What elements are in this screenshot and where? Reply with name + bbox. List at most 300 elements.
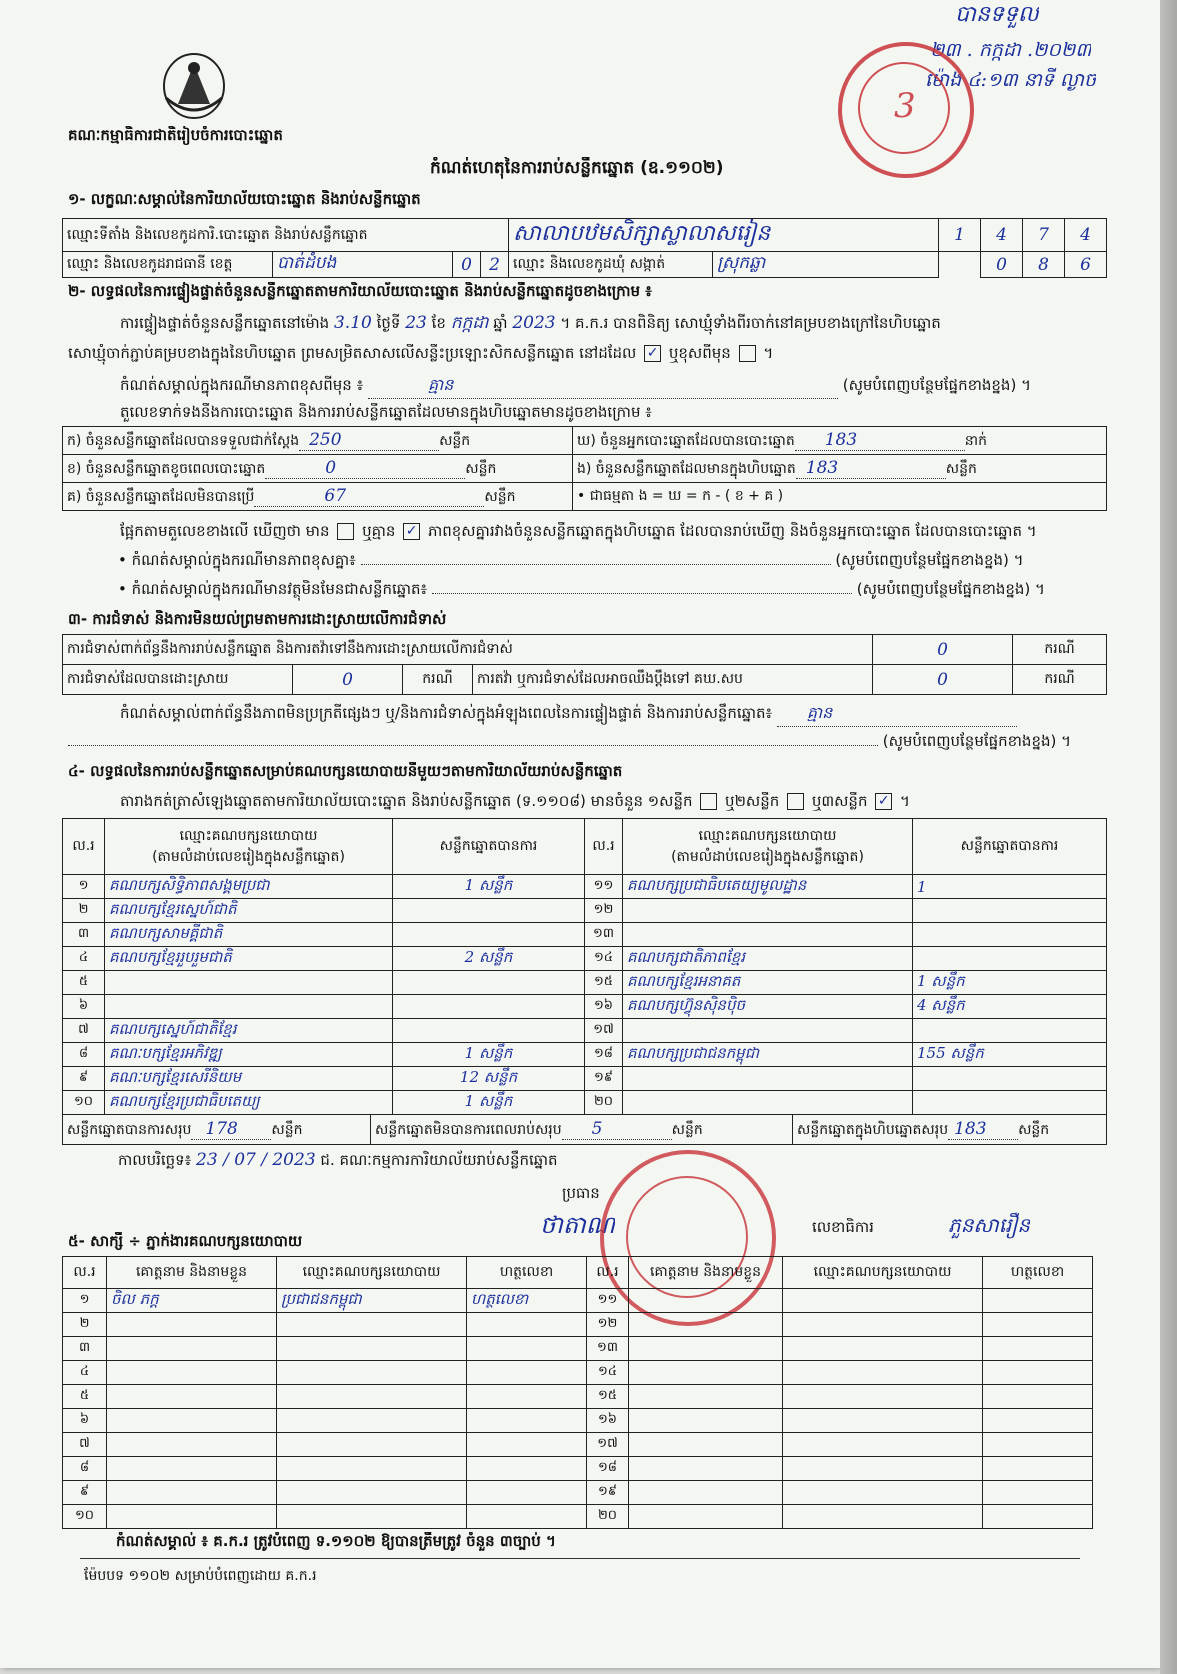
witness-sign-left: ហត្ថលេខា — [467, 1289, 587, 1313]
party-no-left: ១ — [63, 875, 105, 899]
station-name: សាលាបឋមសិក្សាស្លាលាសរៀន — [509, 219, 939, 252]
party-name-left: គណបក្សស្នេហ៍ជាតិខ្មែរ — [105, 1019, 393, 1043]
province-code-2: 2 — [481, 252, 509, 278]
received-time: ម៉ោង ៤:១៣ នាទី ល្ងាច — [925, 69, 1097, 91]
table-row — [63, 1457, 1093, 1481]
objection-row2-value-b: 0 — [873, 665, 1013, 695]
witness-no-right: ១៧ — [587, 1433, 629, 1457]
party-votes-right: 155 សន្លឹក — [913, 1043, 1107, 1067]
party-votes-right: 1 សន្លឹក — [913, 971, 1107, 995]
col-no-right: ល.រ — [585, 819, 623, 875]
province-label: ឈ្មោះ និងលេខកូដរាជធានី ខេត្ត — [63, 252, 273, 278]
opt2-label: ឬ២សន្លឹក — [725, 792, 780, 810]
bullet2-hint: (សូមបំពេញបន្ថែមផ្នែកខាងខ្នង) ។ — [856, 580, 1045, 598]
code-spacer — [939, 252, 981, 278]
col-votes-right: សន្លឹកឆ្នោតបានការ — [913, 819, 1107, 875]
witness-name-right — [629, 1313, 783, 1337]
w-col-party-right: ឈ្មោះគណបក្សនយោបាយ — [783, 1257, 983, 1289]
party-name-right — [623, 923, 913, 947]
row-a-right — [573, 427, 1107, 455]
has-difference-checkbox[interactable] — [337, 523, 354, 540]
station-info-table — [62, 218, 1107, 278]
table-row — [63, 1289, 1093, 1313]
witness-sign-left — [467, 1361, 587, 1385]
party-name-left: គណៈបក្សខ្មែរសេរីនិយម — [105, 1067, 393, 1091]
unit-e: សន្លឹក — [945, 460, 977, 477]
witness-name-left — [107, 1385, 277, 1409]
witness-party-right — [783, 1313, 983, 1337]
date-value: 23 / 07 / 2023 — [196, 1150, 316, 1170]
w-col-no-left: ល.រ — [63, 1257, 107, 1289]
witness-no-left: ១ — [63, 1289, 107, 1313]
party-no-left: ៣ — [63, 923, 105, 947]
party-votes-right — [913, 899, 1107, 923]
date-label: កាលបរិច្ឆេទ៖ — [118, 1151, 192, 1169]
party-name-right — [623, 899, 913, 923]
total-invalid-label: សន្លឹកឆ្នោតមិនបានការពេលរាប់សរុប — [375, 1121, 562, 1138]
objection-table — [62, 634, 1107, 695]
opt-end: ។ — [900, 792, 910, 810]
commune-code-1: 0 — [981, 252, 1023, 278]
witness-party-right — [783, 1433, 983, 1457]
total-invalid-value: 5 — [591, 1118, 603, 1139]
different-checkbox[interactable] — [739, 345, 756, 362]
witness-sign-right — [983, 1433, 1093, 1457]
party-no-right: ១៧ — [585, 1019, 623, 1043]
witness-party-left: ប្រជាជនកម្ពុជា — [277, 1289, 467, 1313]
table-row — [63, 1043, 1107, 1067]
party-name-left: គណបក្សសាមគ្គីជាតិ — [105, 923, 393, 947]
secretary-signature: ភួនសារឿន — [948, 1213, 1031, 1237]
section2-title: ២- លទ្ធផលនៃការផ្ទៀងផ្ទាត់ចំនួនសន្លឹកឆ្នោតតាមការិយាល័យបោះឆ្នោត និងរាប់សន្លឹកឆ្នោតដូចខាងក្រោម ៖ — [68, 282, 652, 300]
party-votes-right — [913, 1019, 1107, 1043]
witness-no-left: ៨ — [63, 1457, 107, 1481]
date-sign-label: ជ. គណៈកម្មការការិយាល័យរាប់សន្លឹកឆ្នោត — [320, 1151, 558, 1169]
witness-sign-left — [467, 1505, 587, 1529]
footnote: កំណត់សម្គាល់ ៖ គ.ក.រ ត្រូវបំពេញ ទ.១១០២ ឱ្យបានត្រឹមត្រូវ ចំនួន ៣ច្បាប់ ។ — [116, 1532, 556, 1550]
table-row — [63, 995, 1107, 1019]
objection-row2-unit: ករណី — [403, 665, 473, 695]
w-col-party-left: ឈ្មោះគណបក្សនយោបាយ — [277, 1257, 467, 1289]
witness-party-right — [783, 1337, 983, 1361]
party-name-right: គណបក្សជាតិភាពខ្មែរ — [623, 947, 913, 971]
witness-no-left: ១០ — [63, 1505, 107, 1529]
value-e: 183 — [805, 457, 839, 478]
row-b-left — [63, 455, 573, 483]
table-row — [63, 1481, 1093, 1505]
col-party-right-title: ឈ្មោះគណបក្សនយោបាយ — [698, 827, 837, 844]
witness-party-right — [783, 1289, 983, 1313]
background-edge — [1160, 0, 1177, 1674]
province-code-1: 0 — [453, 252, 481, 278]
footer-rule — [80, 1558, 1080, 1559]
party-no-left: ៧ — [63, 1019, 105, 1043]
witness-name-right — [629, 1385, 783, 1409]
col-party-left-sub: (តាមលំដាប់លេខរៀងក្នុងសន្លឹកឆ្នោត) — [152, 848, 345, 865]
section3-note-line2 — [68, 732, 1108, 754]
witness-party-left — [277, 1433, 467, 1457]
section3-title: ៣- ការជំទាស់ និងការមិនយល់ព្រមតាមការដោះស្រាយលើការជំទាស់ — [68, 610, 447, 628]
table-row — [63, 1337, 1093, 1361]
table-row — [63, 1091, 1107, 1115]
two-sheets-checkbox[interactable] — [787, 793, 804, 810]
witness-name-left — [107, 1313, 277, 1337]
witness-name-right — [629, 1457, 783, 1481]
witness-no-left: ៥ — [63, 1385, 107, 1409]
totals-table — [62, 1114, 1107, 1145]
witness-no-left: ៧ — [63, 1433, 107, 1457]
ballot-count-table — [62, 426, 1107, 511]
witness-name-left — [107, 1505, 277, 1529]
witness-party-right — [783, 1457, 983, 1481]
bullet1-hint-text: (សូមបំពេញបន្ថែមផ្នែកខាងខ្នង) ។ — [835, 551, 1024, 569]
party-name-right — [623, 1019, 913, 1043]
total-invalid-cell — [371, 1115, 793, 1145]
station-code-3: 7 — [1023, 219, 1065, 252]
witness-name-right — [629, 1433, 783, 1457]
table-row — [63, 1409, 1093, 1433]
table-row — [63, 1019, 1107, 1043]
bullet2-line — [118, 580, 1108, 602]
witness-rows — [63, 1289, 1093, 1529]
bullet1-field[interactable] — [361, 564, 831, 565]
label-d: ឃ) ចំនួនអ្នកបោះឆ្នោតដែលបានបោះឆ្នោត — [577, 432, 795, 449]
label-e: ង) ចំនួនសន្លឹកឆ្នោតដែលមានក្នុងហិបឆ្នោត — [577, 460, 796, 477]
no-difference-checkbox[interactable]: ✓ — [403, 523, 420, 540]
witness-no-right: ១២ — [587, 1313, 629, 1337]
party-no-left: ៤ — [63, 947, 105, 971]
objection-row2-label-b: ការតវ៉ា ឬការជំទាស់ដែលអាចឈឹងប្តឹងទៅ គឃ.សប — [473, 665, 873, 695]
party-votes-left — [393, 923, 585, 947]
para1-b: ថ្ងៃទី — [376, 314, 401, 332]
witness-no-right: ១៦ — [587, 1409, 629, 1433]
party-no-left: ៥ — [63, 971, 105, 995]
party-votes-left — [393, 899, 585, 923]
label-c: គ) ចំនួនសន្លឹកឆ្នោតដែលមិនបានប្រើ — [67, 488, 255, 505]
section3-note-hint: (សូមបំពេញបន្ថែមផ្នែកខាងខ្នង) ។ — [882, 732, 1072, 750]
section3-note-field[interactable] — [777, 702, 1017, 727]
witness-sign-left — [467, 1385, 587, 1409]
table-row — [63, 971, 1107, 995]
w-col-sign-right: ហត្ថលេខា — [983, 1257, 1093, 1289]
table-row — [63, 899, 1107, 923]
witness-sign-right — [983, 1361, 1093, 1385]
party-no-right: ១៥ — [585, 971, 623, 995]
station-code-4: 4 — [1065, 219, 1107, 252]
witness-party-right — [783, 1505, 983, 1529]
party-no-left: ២ — [63, 899, 105, 923]
chair-label: ប្រធាន — [562, 1184, 600, 1202]
party-no-left: ៩ — [63, 1067, 105, 1091]
party-name-left: គណបក្សសិទ្ធិភាពសង្គមប្រជា — [105, 875, 393, 899]
witness-party-left — [277, 1337, 467, 1361]
total-box-label: សន្លឹកឆ្នោតក្នុងហិបឆ្នោតសរុប — [797, 1121, 949, 1138]
one-sheet-checkbox[interactable] — [700, 793, 717, 810]
party-name-left: គណបក្សខ្មែររួបរួមជាតិ — [105, 947, 393, 971]
total-valid-label: សន្លឹកឆ្នោតបានការសរុប — [67, 1121, 192, 1138]
party-votes-right — [913, 947, 1107, 971]
station-code-1: 1 — [939, 219, 981, 252]
witness-name-right — [629, 1361, 783, 1385]
station-label: ឈ្មោះទីតាំង និងលេខកូដការិ.បោះឆ្នោត និងរាប់សន្លឹកឆ្នោត — [63, 219, 509, 252]
section1-title: ១- លក្ខណៈសម្គាល់នៃការិយាល័យបោះឆ្នោត និងរាប់សន្លឹកឆ្នោត — [68, 190, 421, 208]
chair-signature: ថាតាណ — [540, 1211, 615, 1239]
witness-sign-right — [983, 1337, 1093, 1361]
para1-a: ការផ្ទៀងផ្ទាត់ចំនួនសន្លឹកឆ្នោតនៅម៉ោង — [120, 314, 330, 332]
witness-party-left — [277, 1313, 467, 1337]
value-c: 67 — [324, 485, 347, 506]
row-b-right — [573, 455, 1107, 483]
party-votes-right: 4 សន្លឹក — [913, 995, 1107, 1019]
witness-no-right: ១៣ — [587, 1337, 629, 1361]
total-valid-unit: សន្លឹក — [271, 1121, 303, 1138]
party-rows — [63, 875, 1107, 1115]
witness-sign-left — [467, 1313, 587, 1337]
para1-d: ឆ្នាំ — [493, 314, 508, 332]
section5-title: ៥- សាក្សី ÷ ភ្នាក់ងារគណបក្សនយោបាយ — [68, 1232, 303, 1250]
para1-day: 23 — [405, 313, 427, 333]
table-row — [63, 947, 1107, 971]
objection-row1-label: ការជំទាស់ពាក់ព័ន្ធនឹងការរាប់សន្លឹកឆ្នោត និងការតវ៉ាទៅនឹងការដោះស្រាយលើការជំទាស់ — [63, 635, 873, 665]
witness-sign-right — [983, 1457, 1093, 1481]
table-row — [63, 1313, 1093, 1337]
received-date: ២៣ . កក្កដា .២០២៣ — [930, 39, 1092, 61]
total-box-unit: សន្លឹក — [1018, 1121, 1050, 1138]
witness-no-right: ១១ — [587, 1289, 629, 1313]
w-col-name-left: គោត្តនាម និងនាមខ្លួន — [107, 1257, 277, 1289]
total-valid-cell — [63, 1115, 371, 1145]
bullet2-label: • កំណត់សម្គាល់ក្នុងករណីមានវត្ថុមិនមែនជាសន្លឹកឆ្នោត៖ — [118, 580, 428, 598]
objection-row1-value: 0 — [873, 635, 1013, 665]
witness-no-left: ៤ — [63, 1361, 107, 1385]
compare-a: ផ្អែកតាមតួលេខខាងលើ ឃើញថា មាន — [120, 522, 330, 540]
witness-sign-right — [983, 1385, 1093, 1409]
note1-label: កំណត់សម្គាល់ក្នុងករណីមានភាពខុសពីមុន ៖ — [120, 376, 364, 394]
party-votes-left: 1 សន្លឹក — [393, 1043, 585, 1067]
witness-no-right: ១៩ — [587, 1481, 629, 1505]
witness-sign-left — [467, 1433, 587, 1457]
witness-party-left — [277, 1505, 467, 1529]
col-party-right-sub: (តាមលំដាប់លេខរៀងក្នុងសន្លឹកឆ្នោត) — [671, 848, 864, 865]
party-votes-left — [393, 995, 585, 1019]
party-no-right: ១៩ — [585, 1067, 623, 1091]
witness-sign-right — [983, 1289, 1093, 1313]
unit-b: សន្លឹក — [465, 460, 497, 477]
col-party-left — [105, 819, 393, 875]
table-row — [63, 1361, 1093, 1385]
witness-no-right: ១៥ — [587, 1385, 629, 1409]
party-votes-left: 1 សន្លឹក — [393, 1091, 585, 1115]
section4-title: ៤- លទ្ធផលនៃការរាប់សន្លឹកឆ្នោតសម្រាប់គណបក្សនយោបាយនីមួយៗតាមការិយាល័យរាប់សន្លឹកឆ្នោត — [68, 762, 623, 780]
party-no-right: ១៨ — [585, 1043, 623, 1067]
witness-no-left: ៦ — [63, 1409, 107, 1433]
table-row — [63, 1505, 1093, 1529]
witness-name-left — [107, 1337, 277, 1361]
witness-name-right — [629, 1289, 783, 1313]
party-name-right: គណបក្សខ្មែរអនាគត — [623, 971, 913, 995]
party-name-right — [623, 1091, 913, 1115]
section2-para1-line2: សោឃ្មុំចាក់ភ្ជាប់គម្របខាងក្នុងនៃហិបឆ្នោត ព្រមសម្រិតសាសលើសន្លឹះប្រឡោះសិកសន្លឹកឆ្នោត នៅដដែល ✓ ឬខុសពីមុន ។ — [68, 344, 774, 362]
table-row — [63, 1433, 1093, 1457]
party-no-left: ៦ — [63, 995, 105, 1019]
commune-label: ឈ្មោះ និងលេខកូដឃុំ សង្កាត់ — [509, 252, 713, 278]
label-b: ខ) ចំនួនសន្លឹកឆ្នោតខូចពេលបោះឆ្នោត — [67, 460, 266, 477]
party-votes-left: 1 សន្លឹក — [393, 875, 585, 899]
party-name-right: គណបក្សហ៊្វុនស៊ិនប៉ិច — [623, 995, 913, 1019]
note1-hint: (សូមបំពេញបន្ថែមផ្នែកខាងខ្នង) ។ — [842, 376, 1031, 394]
bullet2-field[interactable] — [432, 593, 852, 594]
total-valid-value: 178 — [205, 1118, 238, 1139]
witness-name-left — [107, 1433, 277, 1457]
national-emblem-icon — [158, 46, 230, 122]
objection-row2-unit-b: ករណី — [1013, 665, 1107, 695]
note1-value: គ្មាន — [427, 375, 454, 394]
party-name-left — [105, 971, 393, 995]
col-party-right — [623, 819, 913, 875]
party-no-right: ១៤ — [585, 947, 623, 971]
witness-name-right — [629, 1505, 783, 1529]
party-votes-right — [913, 1067, 1107, 1091]
value-d: 183 — [824, 429, 858, 450]
witness-name-left — [107, 1409, 277, 1433]
same-checkbox[interactable]: ✓ — [644, 345, 661, 362]
section4-intro: តារាងកត់ត្រាសំឡេងឆ្នោតតាមការិយាល័យបោះឆ្នោត និងរាប់សន្លឹកឆ្នោត (ទ.១១០៨) មានចំនួន ១សន្លឹក — [120, 792, 693, 810]
note1-field[interactable] — [368, 374, 838, 399]
table-intro: តួលេខទាក់ទងនឹងការបោះឆ្នោត និងការរាប់សន្លឹកឆ្នោតដែលមានក្នុងហិបឆ្នោតមានដូចខាងក្រោម ៖ — [120, 403, 652, 421]
party-votes-left: 12 សន្លឹក — [393, 1067, 585, 1091]
table-row — [63, 875, 1107, 899]
w-col-name-right: គោត្តនាម និងនាមខ្លួន — [629, 1257, 783, 1289]
section4-intro-line — [120, 792, 910, 814]
party-name-left: គណបក្សខ្មែរប្រជាធិបតេយ្យ — [105, 1091, 393, 1115]
party-no-left: ១០ — [63, 1091, 105, 1115]
witness-table — [62, 1256, 1093, 1529]
witness-name-left — [107, 1481, 277, 1505]
formula-cell: • ជាធម្មតា ង = ឃ = ក - ( ខ + គ ) — [573, 483, 1107, 511]
party-votes-right — [913, 1091, 1107, 1115]
witness-party-left — [277, 1481, 467, 1505]
witness-no-left: ៣ — [63, 1337, 107, 1361]
witness-name-left — [107, 1361, 277, 1385]
form-code: ម៉ែបបទ ១១០២ សម្រាប់បំពេញដោយ គ.ក.រ — [84, 1568, 317, 1584]
value-a: 250 — [309, 429, 342, 450]
party-votes-left — [393, 971, 585, 995]
party-name-right: គណបក្សប្រជាធិបតេយ្យមូលដ្ឋាន — [623, 875, 913, 899]
three-sheets-checkbox[interactable]: ✓ — [875, 793, 892, 810]
witness-name-right — [629, 1409, 783, 1433]
party-no-right: ១៦ — [585, 995, 623, 1019]
witness-sign-left — [467, 1457, 587, 1481]
party-no-right: ១១ — [585, 875, 623, 899]
opt3-label: ឬ៣សន្លឹក — [811, 792, 868, 810]
party-name-left: គណបក្សខ្មែរស្នេហ៍ជាតិ — [105, 899, 393, 923]
para1-month: កក្កដា — [450, 313, 489, 333]
section2-para1 — [120, 312, 1110, 337]
w-col-sign-left: ហត្ថលេខា — [467, 1257, 587, 1289]
para1-line2-b: ឬខុសពីមុន — [668, 344, 731, 362]
table-row — [63, 923, 1107, 947]
commune-code-3: 6 — [1065, 252, 1107, 278]
bullet1-label: • កំណត់សម្គាល់ក្នុងករណីមានភាពខុសគ្នា៖ — [118, 551, 356, 569]
unit-d: នាក់ — [964, 432, 987, 449]
witness-no-right: ២០ — [587, 1505, 629, 1529]
witness-name-right — [629, 1337, 783, 1361]
witness-name-left: ចិល ភក្ត — [107, 1289, 277, 1313]
para1-time: 3.10 — [333, 313, 372, 333]
date-line — [118, 1150, 558, 1173]
official-stamp-top — [838, 42, 974, 178]
section3-note-value: គ្មាន — [806, 703, 833, 722]
party-name-left: គណៈបក្សខ្មែរអភិវឌ្ឍ — [105, 1043, 393, 1067]
witness-sign-right — [983, 1481, 1093, 1505]
value-b: 0 — [325, 457, 337, 478]
objection-row1-unit: ករណី — [1013, 635, 1107, 665]
witness-party-left — [277, 1385, 467, 1409]
witness-sign-right — [983, 1505, 1093, 1529]
table-row — [63, 1067, 1107, 1091]
total-invalid-unit: សន្លឹក — [671, 1121, 703, 1138]
witness-no-left: ៩ — [63, 1481, 107, 1505]
station-code-2: 4 — [981, 219, 1023, 252]
witness-party-right — [783, 1481, 983, 1505]
commune-name: ស្រុកឆ្លា — [713, 252, 939, 278]
para1-year: 2023 — [512, 313, 556, 333]
para1-line2: សោឃ្មុំចាក់ភ្ជាប់គម្របខាងក្នុងនៃហិបឆ្នោត ព្រមសម្រិតសាសលើសន្លឹះប្រឡោះសិកសន្លឹកឆ្នោត នៅដដែល — [68, 344, 637, 362]
party-results-table — [62, 818, 1107, 1115]
para1-c: ខែ — [431, 314, 446, 332]
total-box-value: 183 — [954, 1118, 987, 1139]
witness-party-right — [783, 1385, 983, 1409]
w-col-no-right: ល.រ — [587, 1257, 629, 1289]
secretary-label: លេខាធិការ — [812, 1218, 874, 1236]
compare-b: ឬគ្មាន — [362, 522, 396, 540]
witness-no-right: ១៨ — [587, 1457, 629, 1481]
org-name: គណៈកម្មាធិការជាតិរៀបចំការបោះឆ្នោត — [68, 126, 283, 144]
party-no-left: ៨ — [63, 1043, 105, 1067]
unit-a: សន្លឹក — [439, 432, 471, 449]
objection-row2-label: ការជំទាស់ដែលបានដោះស្រាយ — [63, 665, 293, 695]
table-row — [63, 1385, 1093, 1409]
witness-party-left — [277, 1457, 467, 1481]
col-party-left-title: ឈ្មោះគណបក្សនយោបាយ — [179, 827, 318, 844]
witness-party-right — [783, 1361, 983, 1385]
stamp-number: 3 — [894, 86, 916, 126]
section3-note-label: កំណត់សម្គាល់ពាក់ព័ន្ធនឹងភាពមិនប្រក្រតីផ្សេងៗ ឬ/និងការជំទាស់ក្នុងអំឡុងពេលនៃការផ្ទៀងផ្ទាត់ និងការរាប់សន្លឹកឆ្នោត៖ — [120, 704, 773, 722]
party-votes-right — [913, 923, 1107, 947]
party-name-right: គណបក្សប្រជាជនកម្ពុជា — [623, 1043, 913, 1067]
label-a: ក) ចំនួនសន្លឹកឆ្នោតដែលបានទទួលជាក់ស្តែង — [67, 432, 300, 449]
bullet1-line — [118, 551, 1108, 573]
witness-sign-right — [983, 1409, 1093, 1433]
witness-sign-left — [467, 1481, 587, 1505]
witness-party-left — [277, 1361, 467, 1385]
note1-line — [120, 374, 1110, 399]
party-votes-left: 2 សន្លឹក — [393, 947, 585, 971]
row-a-left — [63, 427, 573, 455]
witness-no-right: ១៤ — [587, 1361, 629, 1385]
party-name-right — [623, 1067, 913, 1091]
section3-note-line — [120, 702, 1110, 727]
col-votes-left: សន្លឹកឆ្នោតបានការ — [393, 819, 585, 875]
witness-no-left: ២ — [63, 1313, 107, 1337]
row-c-left — [63, 483, 573, 511]
party-no-right: ១៣ — [585, 923, 623, 947]
party-name-left — [105, 995, 393, 1019]
witness-party-left — [277, 1409, 467, 1433]
compare-c: ភាពខុសគ្នារវាងចំនួនសន្លឹកឆ្នោតក្នុងហិបឆ្នោត ដែលបានរាប់ឃើញ និងចំនួនអ្នកបោះឆ្នោត ដែលបានបោះឆ្នោត ។ — [427, 522, 1037, 540]
section3-note-field2[interactable] — [68, 745, 878, 746]
party-no-right: ១២ — [585, 899, 623, 923]
